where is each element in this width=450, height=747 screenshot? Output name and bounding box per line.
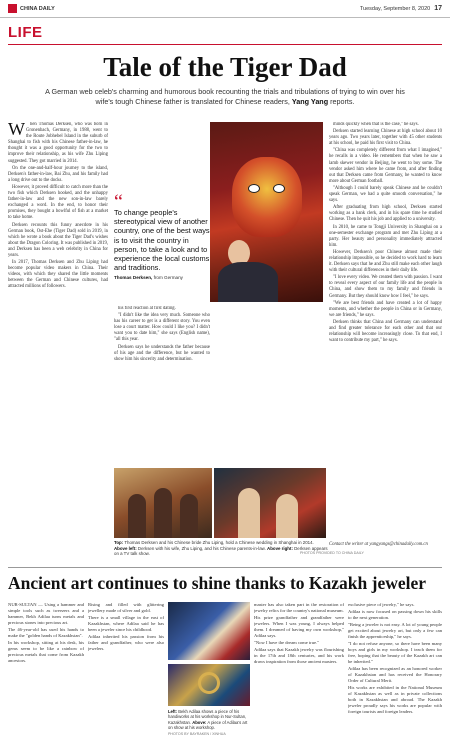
paragraph: minds quickly when that is the case," he says. <box>333 122 419 127</box>
family-photo[interactable] <box>114 468 212 538</box>
person-body-shape <box>218 262 278 302</box>
deck-text: A German web celeb's charming and humorous book recounting the trials and tribulations of trying to win over his wife's tough Chinese father is translated for Chinese readers, <box>45 87 405 106</box>
second-story-column-1 <box>8 602 84 742</box>
paragraph: Adilaa inherited his passion from his father and grandfather, who were also jewelers. <box>88 634 164 651</box>
paragraph: Derksen recounts this funny anecdote in his German book, Ost-Ehe (Tiger Dad) sold in 2019, in which he wrote a book about the Tiger Dad's wishes about the Dragon Coloring. It was published in 2019, and Derksen has been a web celebrity in China for years. <box>8 222 108 258</box>
drop-cap: W <box>8 122 25 139</box>
paragraph: In 2010, he came to Tongji University in Shanghai on a one-semester exchange program and met Zhu Liping at a party. Her beauty and personality immediately attracted him. <box>329 224 442 248</box>
wedding-photo[interactable] <box>210 122 323 302</box>
paragraph: "Now I have the dream come true." <box>254 640 320 645</box>
paragraph: Derksen thinks that China and Germany can understand and find greater tolerance for each other and that our relationship will become increasingly close. To that end, I want to contribute my part," he says. <box>329 319 442 344</box>
paragraph: Derksen started learning Chinese at high school about 10 years ago. Two years later, together with 45 other students at his school, he paid his first visit to China. <box>329 129 442 147</box>
mask-eye-left <box>248 184 260 193</box>
article-column-1 <box>8 122 108 539</box>
caption-label: Above left: <box>114 545 137 551</box>
paragraph: On the one-and-half-hour journey to the island, Derksen's father-in-law, Bai Zhu, and his family had a long drive out to the docks. <box>8 165 108 183</box>
section-label: LIFE <box>8 24 43 41</box>
person-figure <box>154 488 172 538</box>
paragraph: However, it proved difficult to catch more than the two fish which Derksen hooked, and the unhappy father-in-law and the new son-in-law barely exchanged a word. In the end, to honor their promises, they bought a bowlful of fish at a market to take home. <box>8 184 108 221</box>
paragraph: hen Thomas Derksen, who was born in Gronenbach, Germany, in 1988, went to the Route Jobhebel Island in the suburb of Shanghai to fish with his Chinese father-in-law, he thought it was a good opportunity for the two to improve their relationship, as his wife Zhu Liping suggested. They got married in 2014. <box>8 122 108 164</box>
person-figure <box>238 488 260 538</box>
paragraph: "I love every video. We created them with passion. I want to reveal every aspect of our family life and the people in China, and show them to my family and friends in Germany. But they should know how I feel," he says. <box>329 275 442 299</box>
paragraph: Derksen says he understands the father because of his age and the difference, but he wanted to show him his sincerity and determination. <box>114 344 210 362</box>
masthead-date: Tuesday, September 8, 2020 <box>359 5 431 12</box>
paragraph: "We are best friends and have created a lot of happy moments, and whether the people in China or in Germany, we are friends," he says. <box>329 300 442 318</box>
paragraph: However, Derksen's poor Chinese almost made their relationship impossible, so he decided to work hard to learn it. Derksen says that he and Zhu still make each other laugh with their cultural differences in their daily life. <box>329 249 442 274</box>
paragraph: In 2017, Thomas Derksen and Zhu Liping had become popular video makers in China. Their videos, with which they shared the little moments between the German and Chinese cultures, had attracted millions of followers. <box>8 260 108 290</box>
paragraph: Adilaa has been recognized as an honored worker of Kazakhstan and has received the Honorary Order of Cultural Merit. <box>348 666 442 683</box>
caption-text: Derksen with his wife, Zhu Liping, and his Chinese parents-in-law. <box>137 545 266 551</box>
paragraph: master has also taken part in the restoration of jewelry relics for the country's national museum. <box>254 602 344 613</box>
article-column-2 <box>114 306 210 464</box>
paragraph: Rising and filled with glittering jewellery made of silver and gold. <box>88 602 164 613</box>
article-deck <box>40 87 410 106</box>
paragraph: His works are exhibited in the National Museum of Kazakhstan as well as in private collections both in Kazakhstan and abroad. The Kazakh jeweler proudly says his works are popular with foreign tourists and foreign leaders. <box>348 685 442 714</box>
paragraph: NUR-SULTAN — Using a hammer and simple tools such as tweezers and a hammer, Bekh Adilaa turns metals and precious stones into precious art. <box>8 602 84 625</box>
deck-author: Yang Yang <box>291 96 329 106</box>
caption-label: Top: <box>114 540 124 545</box>
pull-quote <box>114 191 210 281</box>
paragraph: his first reaction at first dating. <box>118 306 176 311</box>
person-figure <box>276 494 298 538</box>
paragraph: Adilaa says that Kazakh jewelry was flourishing in the 17th and 18th centuries, and his work draws inspiration from those ancient masters. <box>254 647 344 664</box>
paragraph: His prize grandfather and grandfather were jewelers. When I was young, I always helped them. I dreamed of having my own workshop," Adilaa says. <box>254 615 344 638</box>
china-daily-logo-icon <box>8 4 17 13</box>
jewelry-ornament-shape <box>198 672 220 694</box>
writer-contact[interactable]: Contact the writer at yangyangs@chinadaily.com.cn <box>329 542 428 547</box>
tv-show-photo[interactable] <box>214 468 326 538</box>
caption-label: Above: <box>192 719 207 725</box>
page-number: 17 <box>434 5 442 12</box>
masthead-paper-name: CHINA DAILY <box>20 5 55 12</box>
paragraph: Adilaa is now focused on passing down his skills to the next generation. <box>348 609 442 620</box>
caption-text: A piece of Adilaa's art on show at his workshop. <box>168 719 248 731</box>
quote-mark-icon: “ <box>114 191 123 213</box>
paragraph: "I didn't like the idea very much. Someone who has his career to get is a different story. You even lose a court matter. How could I like you? I didn't want you to date him," she says (English name), "all this year. <box>114 313 210 343</box>
section-divider <box>8 44 442 45</box>
caption-text: Thomas Derksen and his Chinese bride Zhu Liping, hold a Chinese wedding in Shanghai in 2014. <box>124 540 314 545</box>
paragraph: The 46-year-old has used his hands to make the "golden hands of Kazakhstan". <box>8 627 84 638</box>
article-column-3 <box>329 122 442 539</box>
pull-quote-role: from Germany <box>153 275 183 281</box>
story-divider <box>8 567 442 568</box>
masthead-bar <box>0 0 450 18</box>
jeweler-photo[interactable] <box>168 602 250 660</box>
second-story-headline: Ancient art continues to shine thanks to Kazakh jeweler <box>8 573 427 593</box>
caption-text: Bekh Adilaa shows a piece of his handiworks at his workshop in Nur-Sultan, Kazakhstan. <box>168 709 247 725</box>
paragraph: "I do not refuse anyone, so there have been many boys and girls in my workshop. I teach them for free, hoping that the beauty of the Kazakh art can be inherited." <box>348 641 442 664</box>
paragraph: In his workshop, sitting at his desk, his gems seem to be like a rainbow of precious metals that come from Kazakh ancestors. <box>8 640 84 663</box>
masthead-logo[interactable] <box>8 4 55 13</box>
paragraph: There is a small village in the east of Kazakhstan, where Adilaa said he has been a jeweler since his childhood. <box>88 615 164 632</box>
photo-credit: PHOTOS PROVIDED TO CHINA DAILY <box>300 551 364 555</box>
article-headline: Tale of the Tiger Dad <box>103 52 347 82</box>
mask-eye-right <box>273 184 285 193</box>
second-photo-credit: PHOTOS BY BAYRAKEN / XINHUA <box>168 731 226 736</box>
caption-text: Derksen appears on a TV talk show. <box>114 545 328 557</box>
second-story-column-2 <box>88 602 164 742</box>
paragraph: After graduating from high school, Derksen started working as a bank clerk, and in his spare time he studied Chinese. Then he quit his job and applied to a university. <box>329 205 442 223</box>
caption-label: Above right: <box>267 545 293 551</box>
pull-quote-attribution <box>114 275 210 281</box>
person-figure <box>128 494 146 538</box>
pull-quote-text: To change people's stereotypical view of another country, one of the best ways is to visit the country in person, to take a look and to experience the local customs and traditions. <box>114 208 210 273</box>
paragraph: "Being a jeweler is not easy. A lot of young people get excited about jewelry art, but only a few can finish the apprenticeship," he says. <box>348 622 442 639</box>
caption-label: Left: <box>168 709 178 714</box>
pull-quote-author: Thomas Derksen, <box>114 275 153 281</box>
photo-caption <box>114 540 328 557</box>
lion-mask-shape <box>232 157 302 237</box>
second-story-column-3 <box>254 602 344 742</box>
paragraph: exclusive piece of jewelry," he says. <box>348 602 415 607</box>
second-photo-caption <box>168 709 250 737</box>
jewelry-photo[interactable] <box>168 664 250 706</box>
paragraph: "Although I could barely speak Chinese and he couldn't speak German, we had a quite smooth conversation," he says. <box>329 185 442 204</box>
deck-tail: reports. <box>330 96 355 106</box>
person-figure <box>180 494 198 538</box>
paragraph: "China was completely different from what I imagined," he recalls in a video. He remembers that when he saw a lamb skewer vendor in Beijing, he went to buy some. The vendor asked him where he came from, and after finding out that Derksen came from Germany, he wanted to know more about German football. <box>329 148 442 184</box>
second-story-column-4 <box>348 602 442 742</box>
